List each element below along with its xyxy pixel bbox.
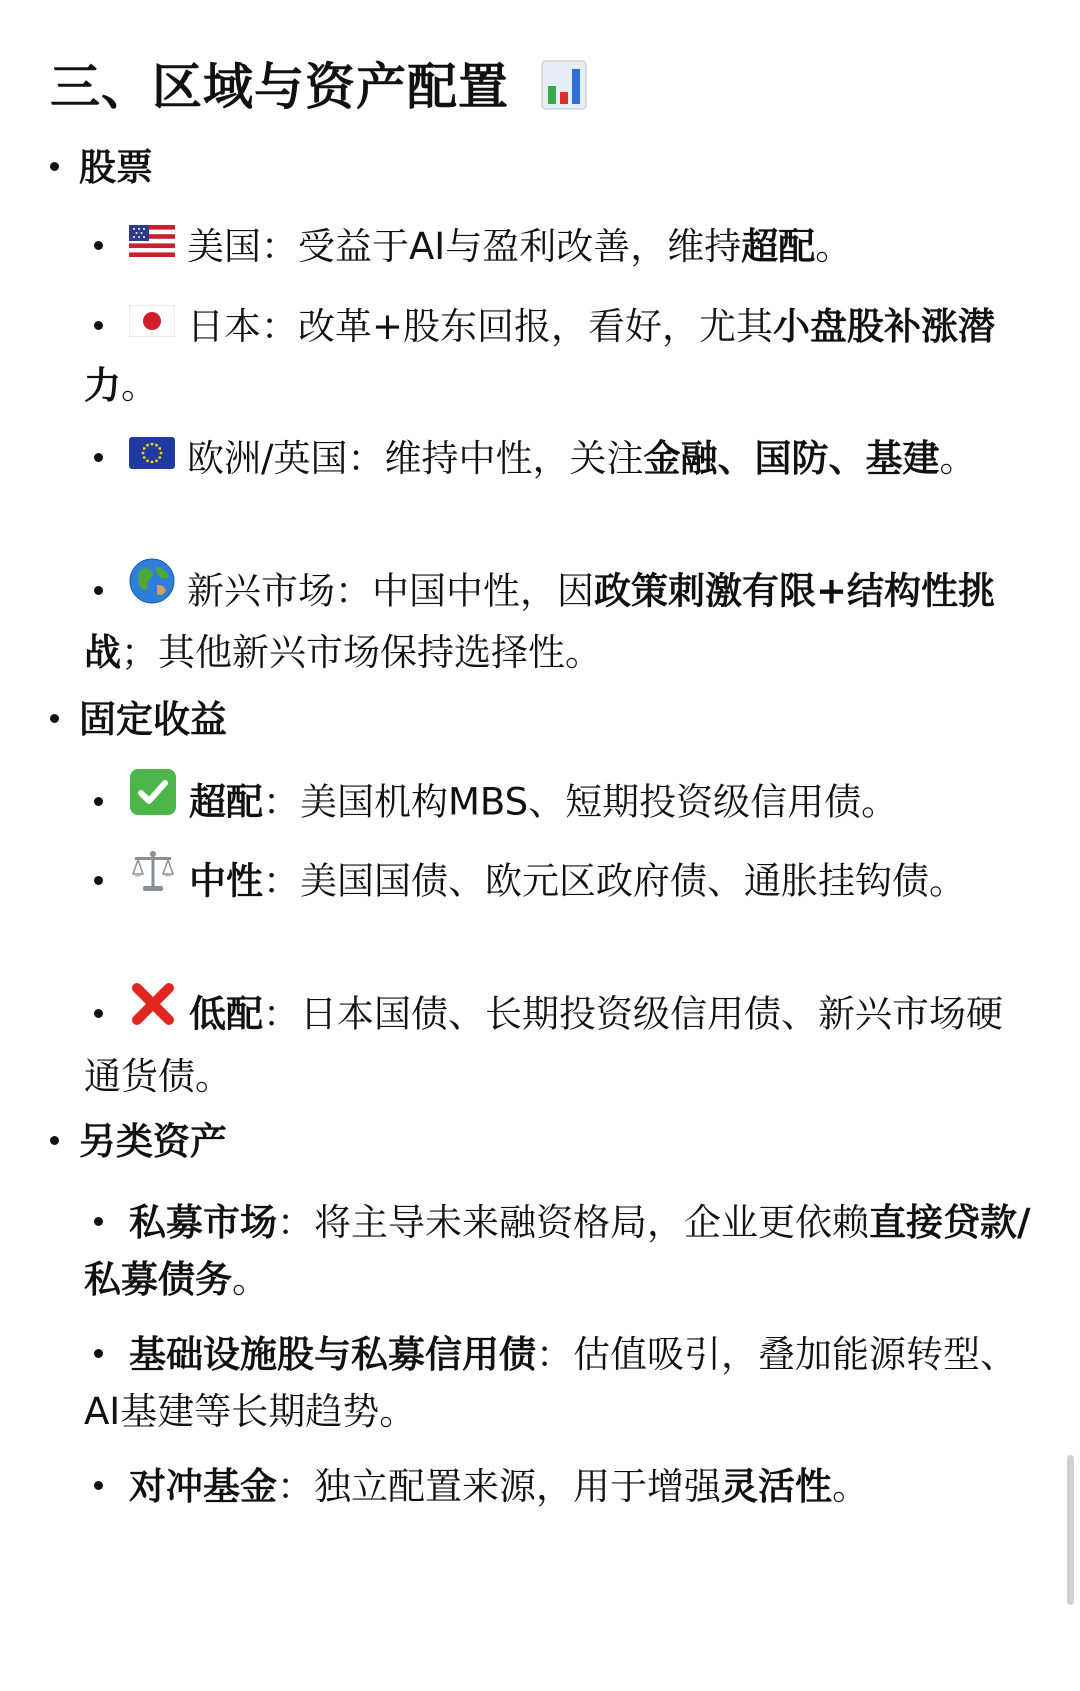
bold-text: 小盘股补涨潜力 [84, 305, 996, 407]
japan-flag-icon [129, 296, 175, 353]
list-item-underweight: 低配：日本国债、长期投资级信用债、新兴市场硬通货债。 [84, 984, 1034, 1105]
bullet-dot [94, 1349, 103, 1358]
scales-icon [129, 848, 177, 910]
bullet-dot [94, 241, 103, 250]
list-item-hedge-funds: 对冲基金：独立配置来源，用于增强灵活性。 [84, 1458, 1034, 1515]
check-mark-icon [129, 768, 177, 832]
bold-text: 政策刺激有限+结构性挑战 [84, 569, 996, 674]
bullet-dot [50, 162, 59, 171]
bold-text: 超配 [189, 780, 263, 824]
globe-icon [129, 558, 175, 620]
bullet-dot [94, 1481, 103, 1490]
bold-text: 私募市场 [129, 1201, 277, 1244]
bullet-dot [94, 453, 103, 462]
bold-text: 中性 [189, 859, 263, 903]
us-flag-icon [129, 216, 175, 273]
bold-text: 对冲基金 [129, 1465, 277, 1508]
bold-text: 低配 [189, 992, 263, 1036]
list-item-emerging-markets: 新兴市场：中国中性，因政策刺激有限+结构性挑战；其他新兴市场保持选择性。 [84, 562, 1034, 681]
list-item-us: 美国：受益于AI与盈利改善，维持超配。 [84, 218, 1034, 277]
list-item-europe: 欧洲/英国：维持中性，关注金融、国防、基建。 [84, 430, 1034, 489]
list-item-neutral: 中性：美国国债、欧元区政府债、通胀挂钩债。 [84, 852, 1034, 914]
list-item-private-markets: 私募市场：将主导未来融资格局，企业更依赖直接贷款/私募债务。 [84, 1201, 1031, 1301]
bullet-dot [94, 876, 103, 885]
cross-mark-icon [129, 980, 177, 1044]
bold-text: 基础设施股与私募信用债 [129, 1333, 536, 1376]
section-label: 股票 [79, 146, 153, 189]
bullet-dot [50, 714, 59, 723]
bold-text: 金融、国防、基建 [643, 437, 940, 480]
bold-text: 超配 [741, 225, 816, 268]
section-label: 固定收益 [79, 698, 227, 741]
section-label: 另类资产 [79, 1120, 227, 1163]
page-title [50, 52, 587, 128]
page-title-text: 三、区域与资产配置 [50, 58, 509, 116]
list-item-infrastructure: 基础设施股与私募信用债：估值吸引，叠加能源转型、AI基建等长期趋势。 [84, 1333, 1017, 1433]
bullet-dot [94, 1009, 103, 1018]
bar-chart-icon [541, 58, 587, 128]
section-fixed-income [50, 694, 227, 746]
bold-text: 灵活性 [721, 1465, 832, 1508]
list-item-japan: 日本：改革+股东回报，看好，尤其小盘股补涨潜力。 [84, 298, 1034, 414]
section-stocks [50, 142, 153, 194]
eu-flag-icon [129, 428, 175, 485]
bullet-dot [94, 1217, 103, 1226]
bullet-dot [94, 797, 103, 806]
bullet-dot [50, 1136, 59, 1145]
section-alternatives [50, 1116, 227, 1168]
bullet-dot [94, 321, 103, 330]
bullet-dot [94, 586, 103, 595]
bold-text: 直接贷款/私募债务 [84, 1201, 1031, 1301]
scrollbar[interactable] [1067, 1455, 1074, 1605]
list-item-overweight: 超配：美国机构MBS、短期投资级信用债。 [84, 772, 1034, 836]
